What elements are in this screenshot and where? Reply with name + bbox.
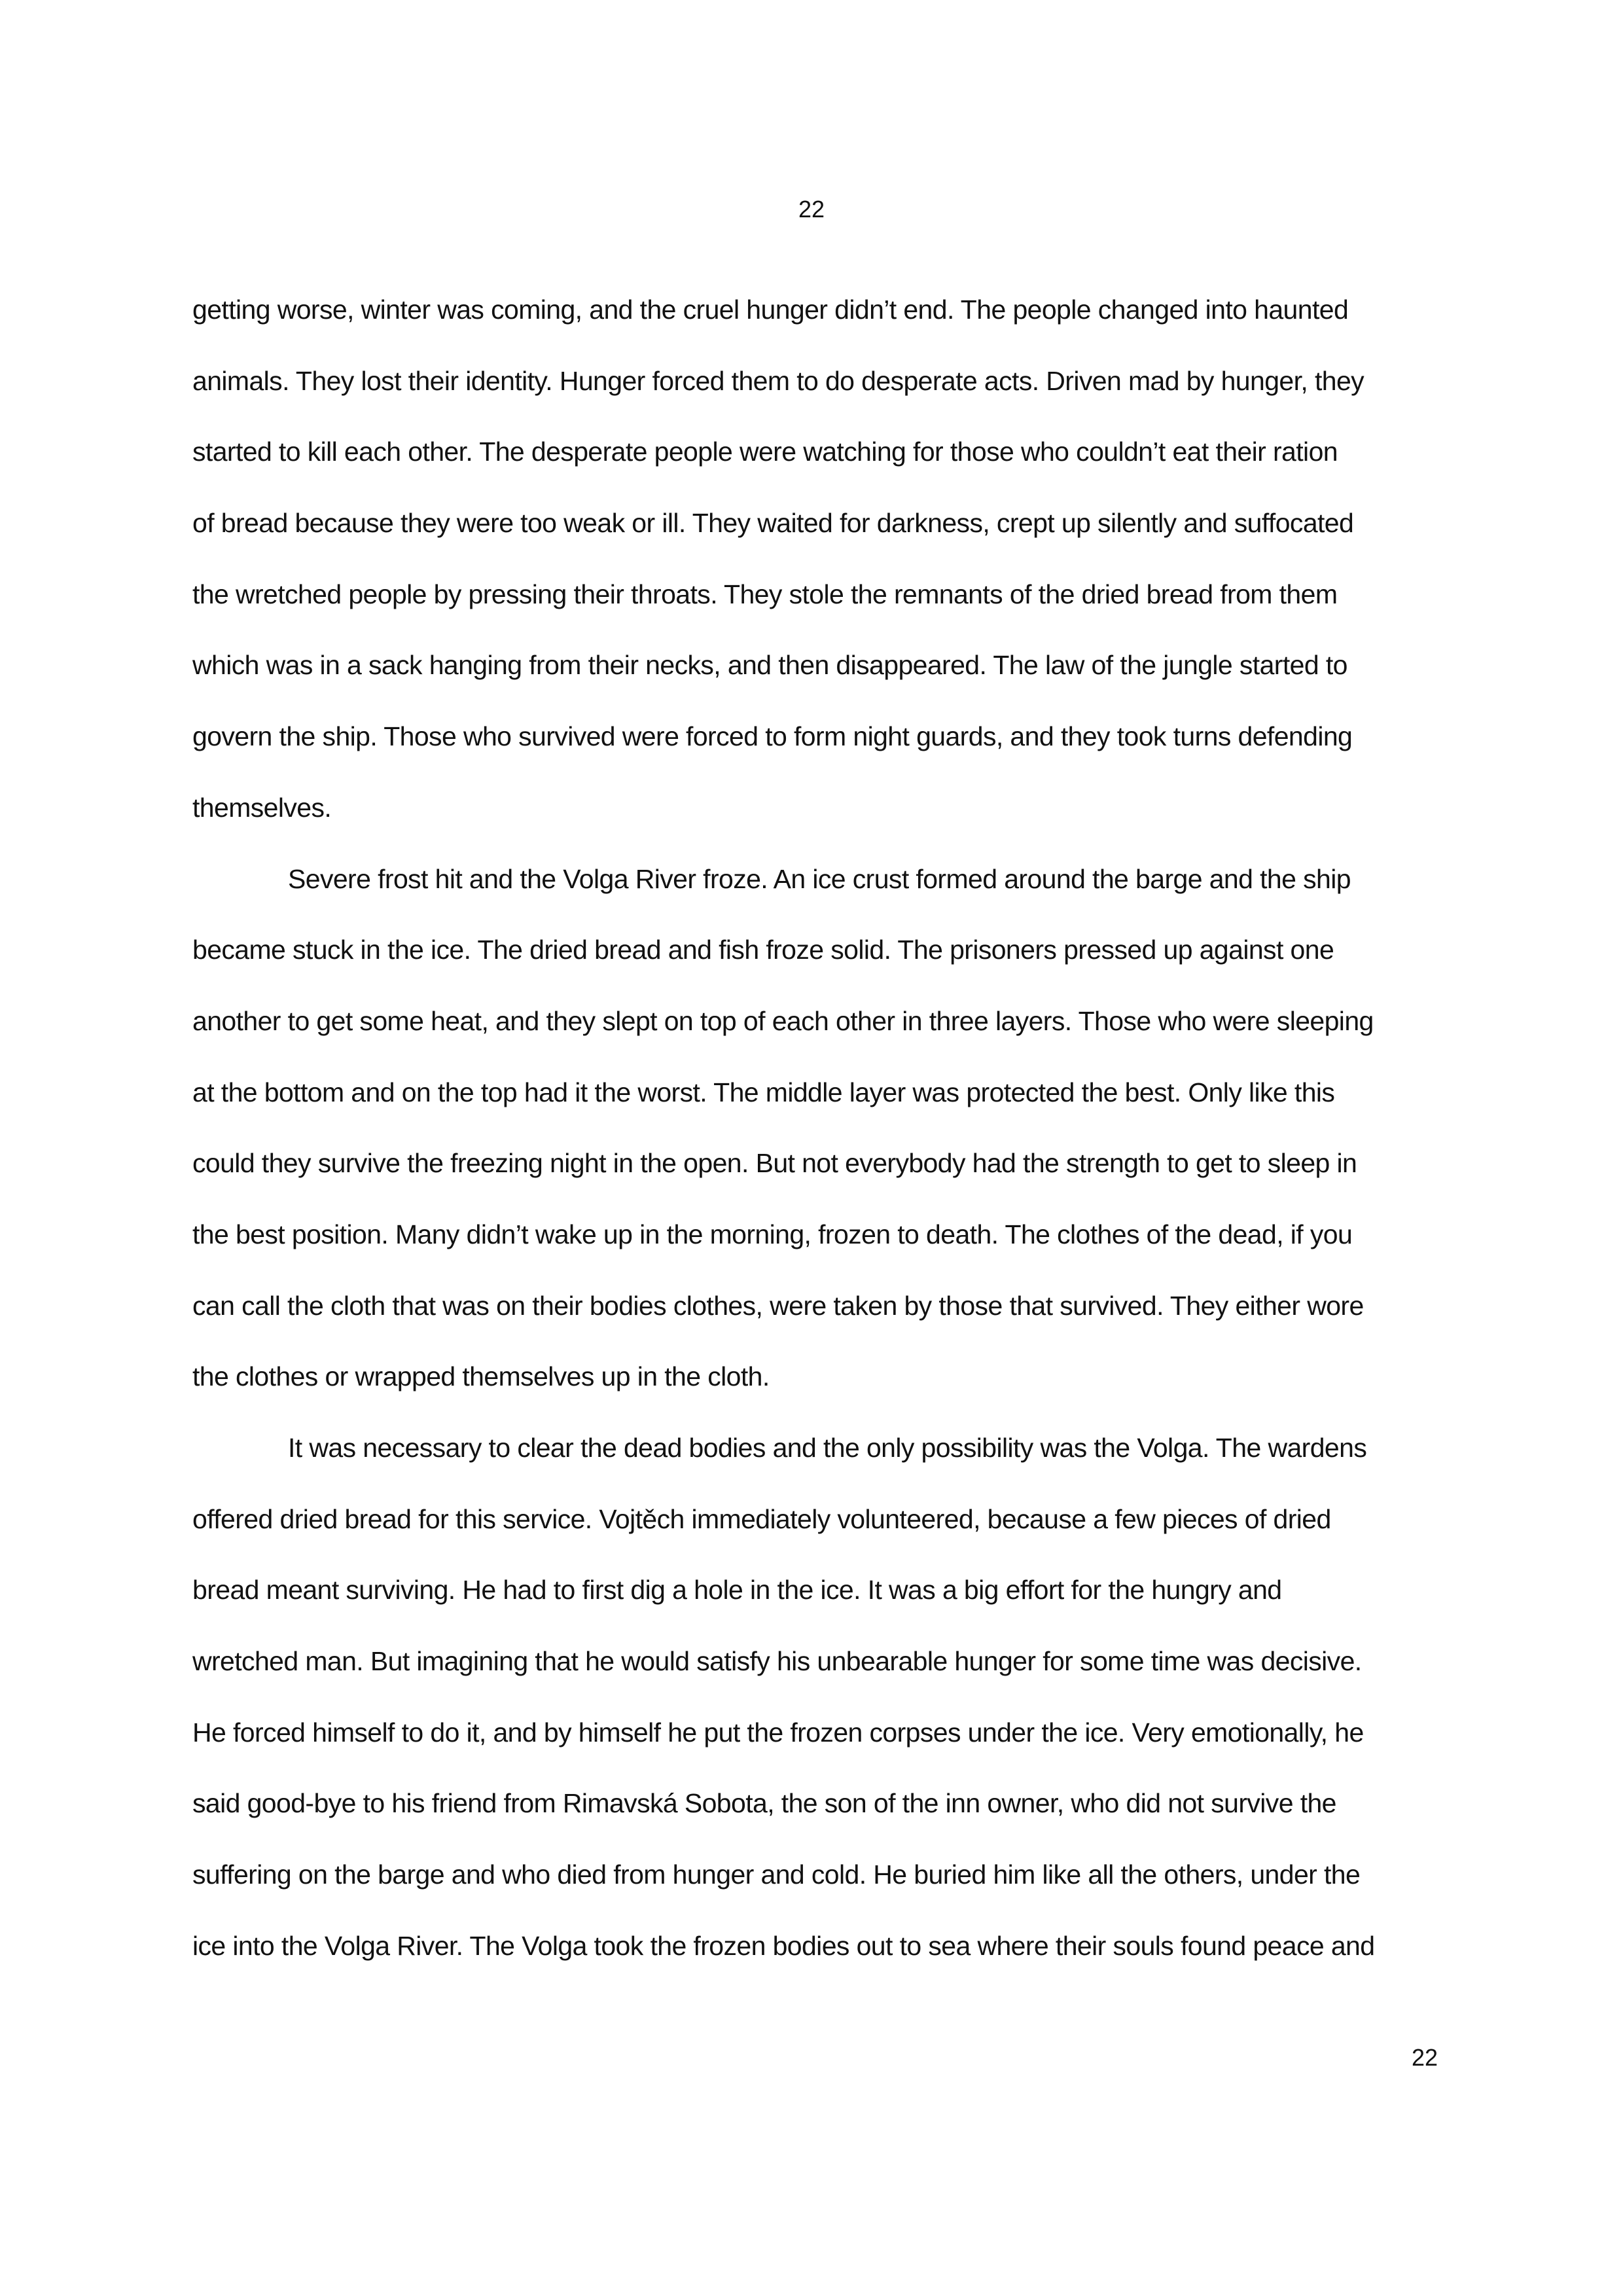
paragraph-start-line: It was necessary to clear the dead bodies and the only possibility was the Volga. The wardens (288, 1433, 1367, 1463)
body-text (192, 290, 1450, 1998)
text-line: wretched man. But imagining that he would satisfy his unbearable hunger for some time was decisive. (192, 1646, 1362, 1677)
text-line: bread meant surviving. He had to first dig a hole in the ice. It was a big effort for the hungry and (192, 1575, 1282, 1605)
text-line: themselves. (192, 792, 332, 823)
text-line: the best position. Many didn’t wake up in the morning, frozen to death. The clothes of the dead, if you (192, 1219, 1353, 1249)
text-line: started to kill each other. The desperate people were watching for those who couldn’t eat their ration (192, 437, 1338, 467)
text-line: can call the cloth that was on their bodies clothes, were taken by those that survived. They either wore (192, 1290, 1364, 1321)
text-line: could they survive the freezing night in the open. But not everybody had the strength to get to sleep in (192, 1148, 1357, 1179)
text-line: He forced himself to do it, and by himself he put the frozen corpses under the ice. Very emotionally, he (192, 1717, 1364, 1748)
page-number-bottom: 22 (1411, 2044, 1438, 2071)
page-number-top: 22 (798, 196, 825, 223)
text-line: the clothes or wrapped themselves up in the cloth. (192, 1361, 770, 1392)
text-line: at the bottom and on the top had it the worst. The middle layer was protected the best. Only like this (192, 1077, 1335, 1107)
text-line: offered dried bread for this service. Vojtěch immediately volunteered, because a few pieces of dried (192, 1503, 1331, 1534)
text-line: of bread because they were too weak or ill. They waited for darkness, crept up silently and suffocated (192, 508, 1354, 539)
text-line: getting worse, winter was coming, and the cruel hunger didn’t end. The people changed into haunted (192, 295, 1349, 325)
text-line: govern the ship. Those who survived were forced to form night guards, and they took turns defending (192, 721, 1353, 752)
text-line: said good-bye to his friend from Rimavská Sobota, the son of the inn owner, who did not survive the (192, 1788, 1336, 1819)
text-line: ice into the Volga River. The Volga took the frozen bodies out to sea where their souls found peace and (192, 1930, 1375, 1961)
text-line: animals. They lost their identity. Hunger forced them to do desperate acts. Driven mad by hunger, they (192, 365, 1364, 396)
text-line: another to get some heat, and they slept on top of each other in three layers. Those who were sleeping (192, 1005, 1374, 1036)
text-line: became stuck in the ice. The dried bread and fish froze solid. The prisoners pressed up against one (192, 935, 1334, 965)
text-line: the wretched people by pressing their throats. They stole the remnants of the dried bread from them (192, 579, 1338, 609)
text-line: suffering on the barge and who died from hunger and cold. He buried him like all the others, under the (192, 1859, 1361, 1890)
text-line: which was in a sack hanging from their necks, and then disappeared. The law of the jungle started to (192, 650, 1347, 681)
paragraph-start-line: Severe frost hit and the Volga River froze. An ice crust formed around the barge and the ship (288, 863, 1351, 894)
